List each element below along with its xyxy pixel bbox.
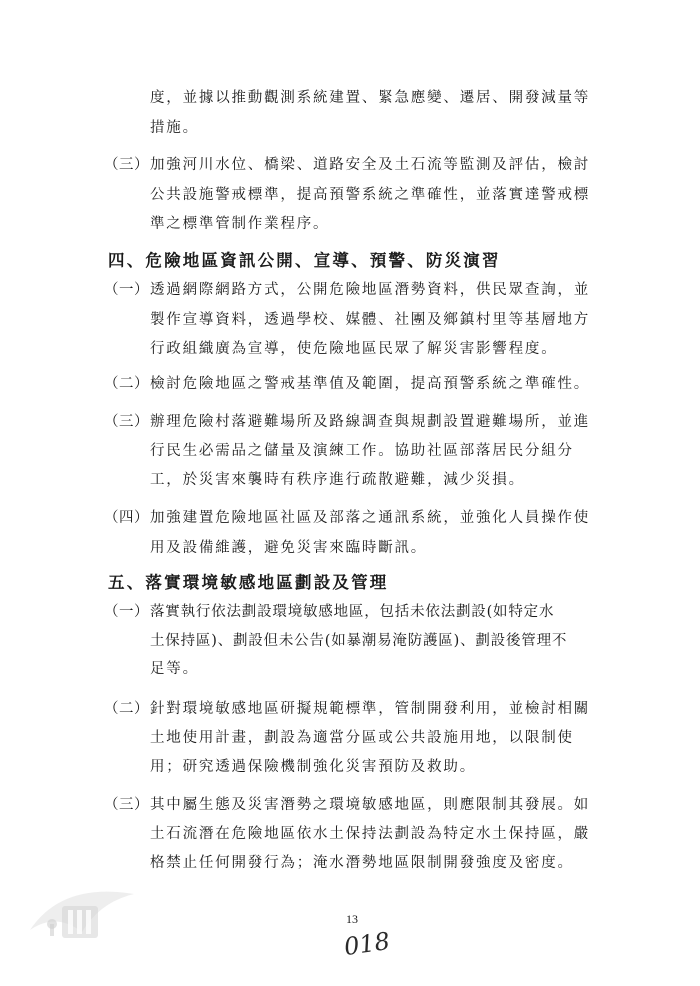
paragraph-line: 行政組織廣為宣導，使危險地區民眾了解災害影響程度。: [150, 341, 558, 357]
list-marker: （三）: [104, 797, 149, 813]
section-heading: 四、危險地區資訊公開、宣導、預警、防災演習: [108, 251, 501, 270]
paragraph-line: 製作宣導資料，透過學校、媒體、社團及鄉鎮村里等基層地方: [150, 312, 591, 328]
paragraph-line: 針對環境敏感地區研擬規範標準，管制開發利用，並檢討相關: [150, 701, 591, 717]
list-marker: （三）: [104, 414, 149, 430]
section-heading: 五、落實環境敏感地區劃設及管理: [108, 573, 389, 592]
paragraph-line: 措施。: [150, 120, 199, 136]
paragraph-line: 足等。: [150, 661, 199, 677]
handwritten-page-number: 018: [342, 926, 392, 962]
paragraph-line: 落實執行依法劃設環境敏感地區，包括未依法劃設(如特定水: [150, 604, 555, 620]
list-marker: （一）: [104, 604, 149, 620]
list-marker: （四）: [104, 510, 149, 526]
paragraph-line: 用及設備維護，避免災害來臨時斷訊。: [150, 540, 428, 556]
list-marker: （二）: [104, 376, 149, 392]
paragraph-line: 準之標準管制作業程序。: [150, 216, 330, 232]
paragraph-line: 檢討危險地區之警戒基準值及範圍，提高預警系統之準確性。: [150, 376, 591, 392]
paragraph-line: 透過網際網路方式，公開危險地區潛勢資料，供民眾查詢，並: [150, 282, 591, 298]
paragraph-line: 辦理危險村落避難場所及路線調查與規劃設置避難場所，並進: [150, 414, 591, 430]
paragraph-line: 土保持區)、劃設但未公告(如暴潮易淹防護區)、劃設後管理不: [150, 633, 568, 649]
paragraph-line: 行民生必需品之儲量及演練工作。協助社區部落居民分組分: [150, 443, 574, 459]
list-marker: （二）: [104, 701, 149, 717]
paragraph-line: 土石流潛在危險地區依水土保持法劃設為特定水土保持區，嚴: [150, 826, 591, 842]
paragraph-line: 公共設施警戒標準，提高預警系統之準確性，並落實達警戒標: [150, 187, 591, 203]
paragraph-line: 加強建置危險地區社區及部落之通訊系統，並強化人員操作使: [150, 510, 591, 526]
list-marker: （一）: [104, 282, 149, 298]
paragraph-line: 其中屬生態及災害潛勢之環境敏感地區，則應限制其發展。如: [150, 797, 591, 813]
page-number: 13: [346, 912, 358, 926]
paragraph-line: 格禁止任何開發行為；淹水潛勢地區限制開發強度及密度。: [150, 855, 574, 871]
paragraph-line: 用；研究透過保險機制強化災害預防及救助。: [150, 759, 476, 775]
paragraph-line: 工，於災害來襲時有秩序進行疏散避難，減少災損。: [150, 472, 525, 488]
list-marker: （三）: [104, 157, 149, 173]
paragraph-line: 加強河川水位、橋梁、道路安全及土石流等監測及評估，檢討: [150, 157, 591, 173]
paragraph-line: 土地使用計畫，劃設為適當分區或公共設施用地，以限制使: [150, 730, 574, 746]
paragraph-line: 度，並據以推動觀測系統建置、緊急應變、遷居、開發減量等: [150, 90, 591, 106]
watermark-logo-icon: [22, 872, 142, 952]
